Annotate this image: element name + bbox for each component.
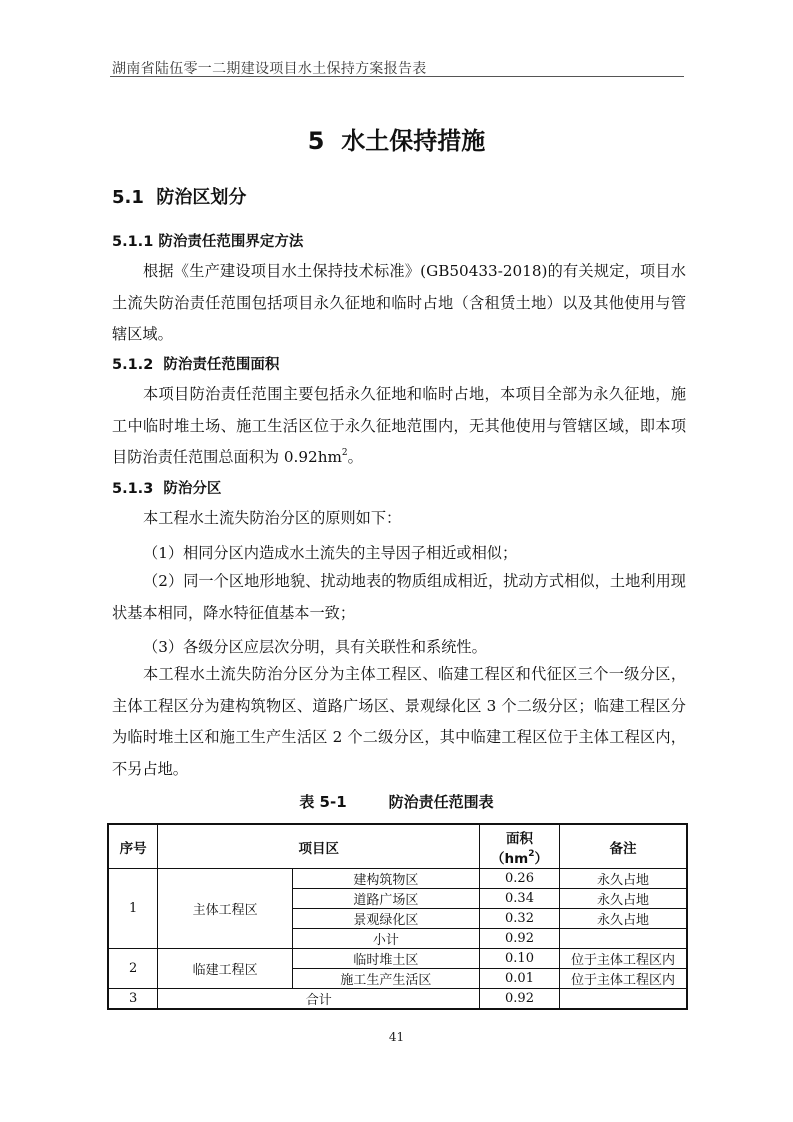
header-area-suffix: ）: [534, 850, 548, 867]
cell-note: 永久占地: [559, 889, 687, 909]
header-area-label: 面积（hm: [491, 830, 533, 867]
header-no: 序号: [108, 824, 158, 869]
table-caption-title: 防治责任范围表: [388, 793, 494, 811]
paragraph-area-text: 本项目防治责任范围主要包括永久征地和临时占地，本项目全部为永久征地，施工中临时堆土场、施工生活区位于永久征地范围内，无其他使用与管辖区域，即本项目防治责任范围总面积为 0.92hm: [112, 385, 686, 466]
cell-area: 0.92: [480, 929, 560, 949]
table-header-row: [108, 824, 687, 869]
cell-note: 永久占地: [559, 909, 687, 929]
cell-area: 0.34: [480, 889, 560, 909]
cell-area: 0.26: [480, 869, 560, 889]
paragraph-area-end: 。: [347, 448, 363, 466]
cell-subzone: 小计: [292, 929, 479, 949]
cell-subzone: 施工生产生活区: [292, 969, 479, 989]
header-note: 备注: [559, 824, 687, 869]
cell-note: [559, 989, 687, 1010]
superscript-2: 2: [341, 448, 348, 458]
running-header: 湖南省陆伍零一二期建设项目水土保持方案报告表: [112, 61, 427, 77]
cell-subzone: 景观绿化区: [292, 909, 479, 929]
paragraph-boundary-method: 根据《生产建设项目水土保持技术标准》(GB50433-2018)的有关规定，项目水土流失防治责任范围包括项目永久征地和临时占地（含租赁土地）以及其他使用与管辖区域。: [112, 262, 686, 343]
cell-area: 0.10: [480, 949, 560, 969]
table-row: [108, 949, 687, 969]
cell-note: 永久占地: [559, 869, 687, 889]
header-area: [480, 824, 560, 869]
cell-note: 位于主体工程区内: [559, 949, 687, 969]
page-number: 41: [388, 1030, 405, 1044]
cell-area: 0.01: [480, 969, 560, 989]
cell-area: 0.32: [480, 909, 560, 929]
cell-zone: 主体工程区: [158, 869, 292, 949]
chapter-title: 5 水土保持措施: [307, 127, 486, 155]
cell-subzone: 临时堆土区: [292, 949, 479, 969]
table-row: [108, 869, 687, 889]
principle-item-3: （3）各级分区应层次分明，具有关联性和系统性。: [143, 638, 487, 656]
cell-no: 2: [108, 949, 158, 989]
paragraph-area: [112, 379, 686, 474]
cell-subzone: 道路广场区: [292, 889, 479, 909]
responsibility-range-table: [107, 823, 688, 1010]
subsection-title-5-1-2: 5.1.2 防治责任范围面积: [112, 357, 280, 373]
cell-note: [559, 929, 687, 949]
table-caption-number: 表 5-1: [299, 793, 347, 811]
table-caption: [0, 791, 793, 812]
cell-no: 1: [108, 869, 158, 949]
paragraph-zoning: 本工程水土流失防治分区分为主体工程区、临建工程区和代征区三个一级分区，主体工程区分为建构筑物区、道路广场区、景观绿化区 3 个二级分区；临建工程区分为临时堆土区和施工生产生活区 2 个二级分区，其中临建工程区位于主体工程区内，不另占地。: [112, 665, 686, 778]
subsection-title-5-1-1: 5.1.1 防治责任范围界定方法: [112, 234, 304, 250]
header-zone: 项目区: [158, 824, 480, 869]
cell-zone: 临建工程区: [158, 949, 292, 989]
cell-note: 位于主体工程区内: [559, 969, 687, 989]
cell-area: 0.92: [480, 989, 560, 1010]
section-title: 5.1 防治区划分: [112, 187, 247, 208]
header-area-sup: 2: [528, 848, 535, 859]
cell-no: 3: [108, 989, 158, 1010]
cell-total-label: 合计: [158, 989, 480, 1010]
cell-subzone: 建构筑物区: [292, 869, 479, 889]
subsection-title-5-1-3: 5.1.3 防治分区: [112, 481, 222, 497]
principle-item-1: （1）相同分区内造成水土流失的主导因子相近或相似；: [143, 544, 518, 562]
table-row-total: [108, 989, 687, 1010]
principle-item-2: （2）同一个区地形地貌、扰动地表的物质组成相近，扰动方式相似，土地利用现状基本相同，降水特征值基本一致；: [112, 572, 686, 622]
header-rule: [110, 76, 684, 77]
paragraph-principles-intro: 本工程水土流失防治分区的原则如下：: [143, 509, 402, 527]
